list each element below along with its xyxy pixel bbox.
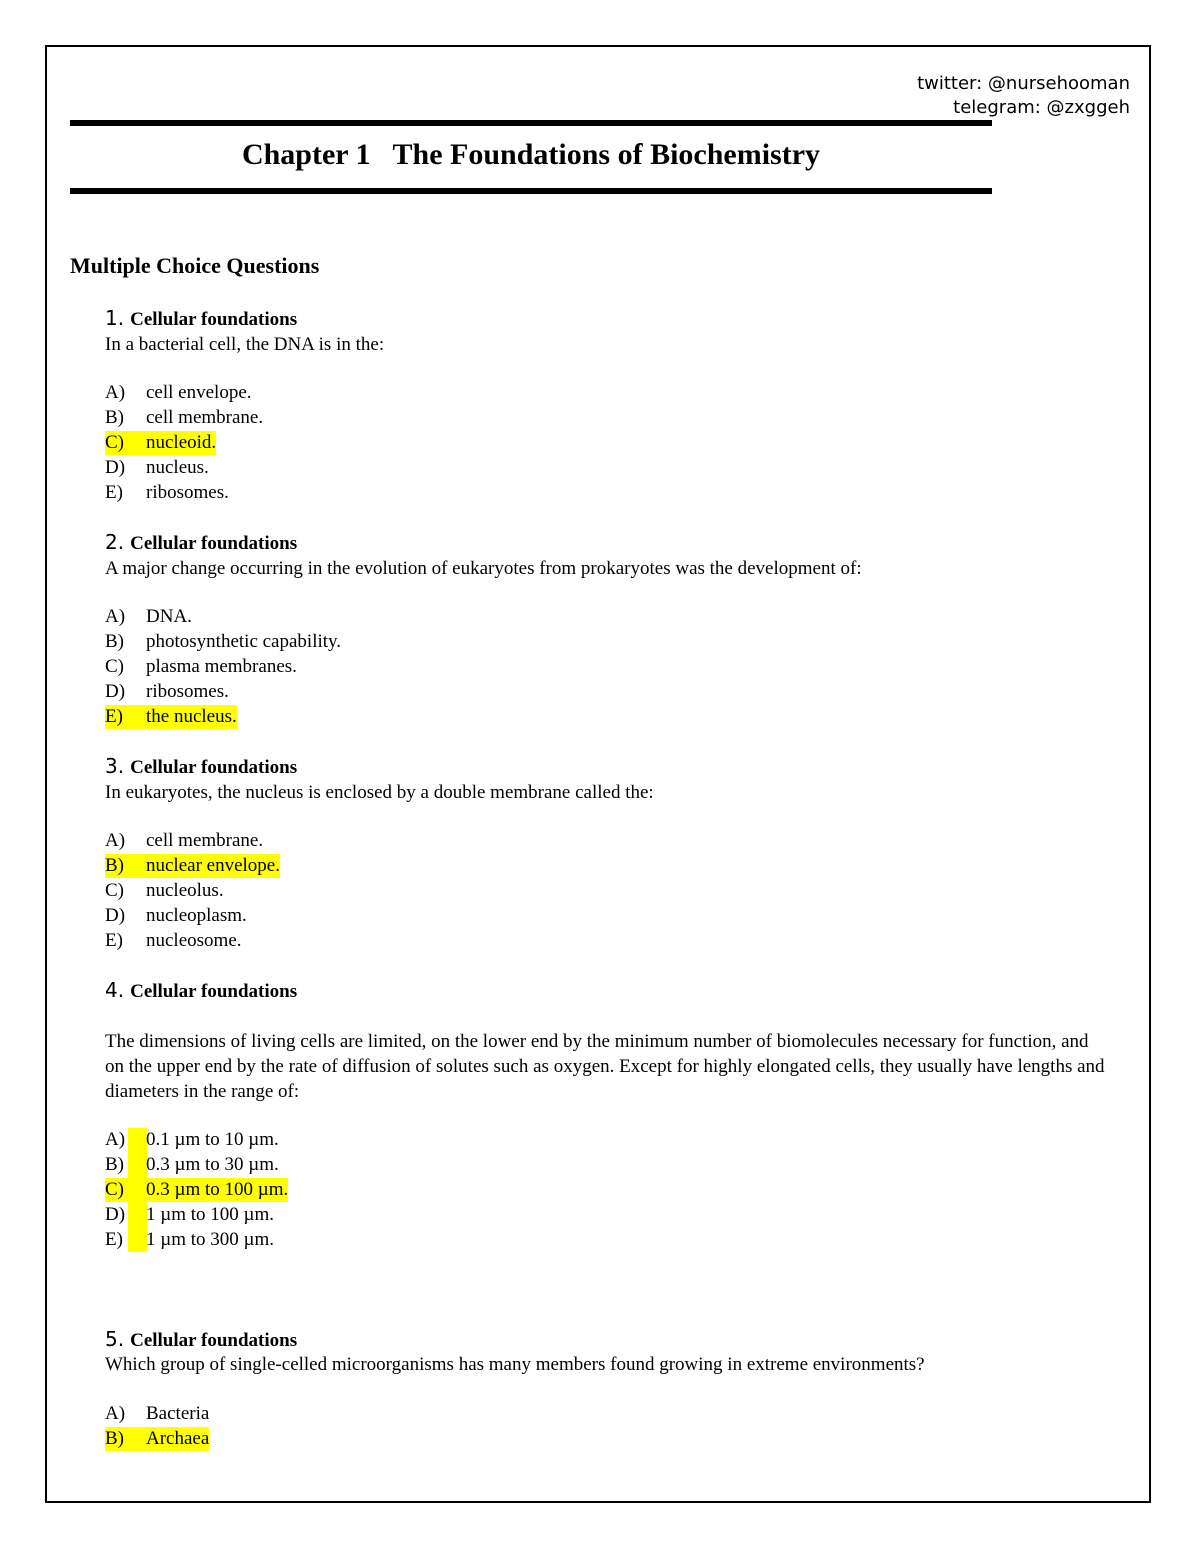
question-1-text: In a bacterial cell, the DNA is in the: (105, 334, 385, 355)
question-number: 1. (105, 306, 125, 330)
question-1-option-c-answer: C) nucleoid. (105, 432, 217, 453)
question-3-header (105, 754, 297, 779)
question-4-text: The dimensions of living cells are limited, on the lower end by the minimum number of biomolecules necessary for function, and on the upper end by the rate of diffusion of solutes such as oxygen. Except for highly elongated cells, they usually have lengths and diameters in the range of: (105, 1031, 1105, 1102)
question-2-option-c: C) plasma membranes. (105, 656, 297, 677)
question-1-option-e: E) ribosomes. (105, 482, 229, 503)
question-2-option-d: D) ribosomes. (105, 681, 229, 702)
contact-info (917, 72, 1130, 120)
question-topic: Cellular foundations (130, 533, 298, 554)
question-3-text: In eukaryotes, the nucleus is enclosed by a double membrane called the: (105, 782, 654, 803)
question-2-header (105, 530, 297, 555)
title-rule-top (70, 120, 992, 126)
question-4-option-d: D) 1 µm to 100 µm. (105, 1204, 274, 1225)
question-topic: Cellular foundations (130, 757, 298, 778)
question-3-option-d: D) nucleoplasm. (105, 905, 247, 926)
question-1-option-d: D) nucleus. (105, 457, 209, 478)
question-2-text: A major change occurring in the evolution of eukaryotes from prokaryotes was the development of: (105, 558, 862, 579)
question-3-option-a: A) cell membrane. (105, 830, 264, 851)
question-topic: Cellular foundations (130, 981, 298, 1002)
question-1-header (105, 306, 297, 331)
title-rule-bottom (70, 188, 992, 194)
question-number: 3. (105, 754, 125, 778)
question-5-text: Which group of single-celled microorganisms has many members found growing in extreme environments? (105, 1354, 925, 1375)
question-3-option-e: E) nucleosome. (105, 930, 242, 951)
question-4-option-e: E) 1 µm to 300 µm. (105, 1229, 274, 1250)
question-1-option-b: B) cell membrane. (105, 407, 264, 428)
question-2-option-a: A) DNA. (105, 606, 192, 627)
question-2-option-e-answer: E) the nucleus. (105, 706, 237, 727)
chapter-title: Chapter 1 The Foundations of Biochemistry (241, 138, 821, 171)
question-4-option-c-answer: C) 0.3 µm to 100 µm. (105, 1179, 289, 1200)
question-1-option-a: A) cell envelope. (105, 382, 252, 403)
question-3-option-c: C) nucleolus. (105, 880, 224, 901)
question-5-header (105, 1327, 297, 1352)
twitter-handle: twitter: @nursehooman (917, 73, 1130, 94)
question-5-option-b-answer: B) Archaea (105, 1428, 210, 1449)
question-number: 2. (105, 530, 125, 554)
question-2-option-b: B) photosynthetic capability. (105, 631, 342, 652)
question-number: 5. (105, 1327, 125, 1351)
question-4-option-a: A) 0.1 µm to 10 µm. (105, 1129, 279, 1150)
question-5-option-a: A) Bacteria (105, 1403, 210, 1424)
telegram-handle: telegram: @zxggeh (953, 97, 1130, 118)
question-4-header (105, 978, 297, 1003)
question-3-option-b-answer: B) nuclear envelope. (105, 855, 280, 876)
question-number: 4. (105, 978, 125, 1002)
question-4-option-b: B) 0.3 µm to 30 µm. (105, 1154, 279, 1175)
section-heading: Multiple Choice Questions (70, 253, 320, 278)
question-topic: Cellular foundations (130, 1330, 298, 1351)
question-topic: Cellular foundations (130, 309, 298, 330)
